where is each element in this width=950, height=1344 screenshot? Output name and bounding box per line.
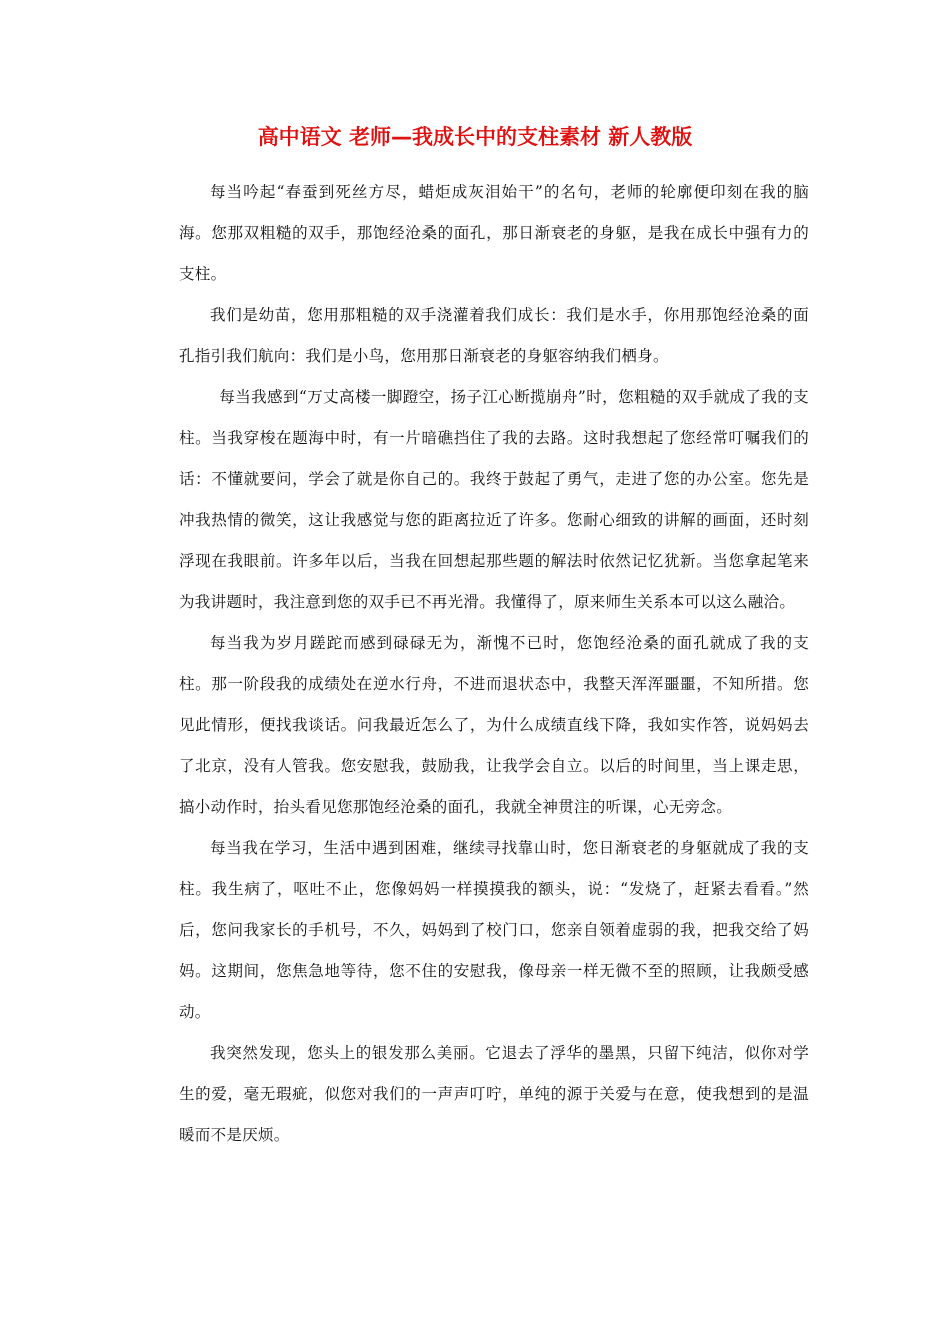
- paragraph-5: 每当我在学习，生活中遇到困难，继续寻找靠山时，您日渐衰老的身躯就成了我的支柱。我生病了，呕吐不止，您像妈妈一样摸摸我的额头，说：“发烧了，赶紧去看看。”然后，您问我家长的手机号，不久，妈妈到了校门口，您亲自领着虚弱的我，把我交给了妈妈。这期间，您焦急地等待，您不住的安慰我，像母亲一样无微不至的照顾，让我颇受感动。: [179, 839, 809, 1021]
- paragraph-3: 每当我感到“万丈高楼一脚蹬空，扬子江心断揽崩舟”时，您粗糙的双手就成了我的支柱。当我穿梭在题海中时，有一片暗礁挡住了我的去路。这时我想起了您经常叮嘱我们的话：不懂就要问，学会了就是你自己的。我终于鼓起了勇气，走进了您的办公室。您先是冲我热情的微笑，这让我感觉与您的距离拉近了许多。您耐心细致的讲解的画面，还时刻浮现在我眼前。许多年以后，当我在回想起那些题的解法时依然记忆犹新。当您拿起笔来为我讲题时，我注意到您的双手已不再光滑。我懂得了，原来师生关系本可以这么融洽。: [179, 388, 809, 611]
- document-body: [179, 172, 809, 1156]
- paragraph-4: 每当我为岁月蹉跎而感到碌碌无为，渐愧不已时，您饱经沧桑的面孔就成了我的支柱。那一阶段我的成绩处在逆水行舟，不进而退状态中，我整天浑浑噩噩，不知所措。您见此情形，便找我谈话。问我最近怎么了，为什么成绩直线下降，我如实作答，说妈妈去了北京，没有人管我。您安慰我，鼓励我，让我学会自立。以后的时间里，当上课走思，搞小动作时，抬头看见您那饱经沧桑的面孔，我就全神贯注的听课，心无旁念。: [179, 634, 809, 816]
- paragraph-6: 我突然发现，您头上的银发那么美丽。它退去了浮华的墨黑，只留下纯洁，似你对学生的爱，毫无瑕疵，似您对我们的一声声叮咛，单纯的源于关爱与在意，使我想到的是温暖而不是厌烦。: [179, 1044, 809, 1144]
- paragraph-1: 每当吟起“春蚕到死丝方尽，蜡炬成灰泪始干”的名句，老师的轮廓便印刻在我的脑海。您那双粗糙的双手，那饱经沧桑的面孔，那日渐衰老的身躯，是我在成长中强有力的支柱。: [179, 183, 809, 283]
- document-title: 高中语文 老师—我成长中的支柱素材 新人教版: [257, 125, 693, 149]
- paragraph-2: 我们是幼苗，您用那粗糙的双手浇灌着我们成长：我们是水手，你用那饱经沧桑的面孔指引我们航向：我们是小鸟，您用那日渐衰老的身躯容纳我们栖身。: [179, 306, 809, 365]
